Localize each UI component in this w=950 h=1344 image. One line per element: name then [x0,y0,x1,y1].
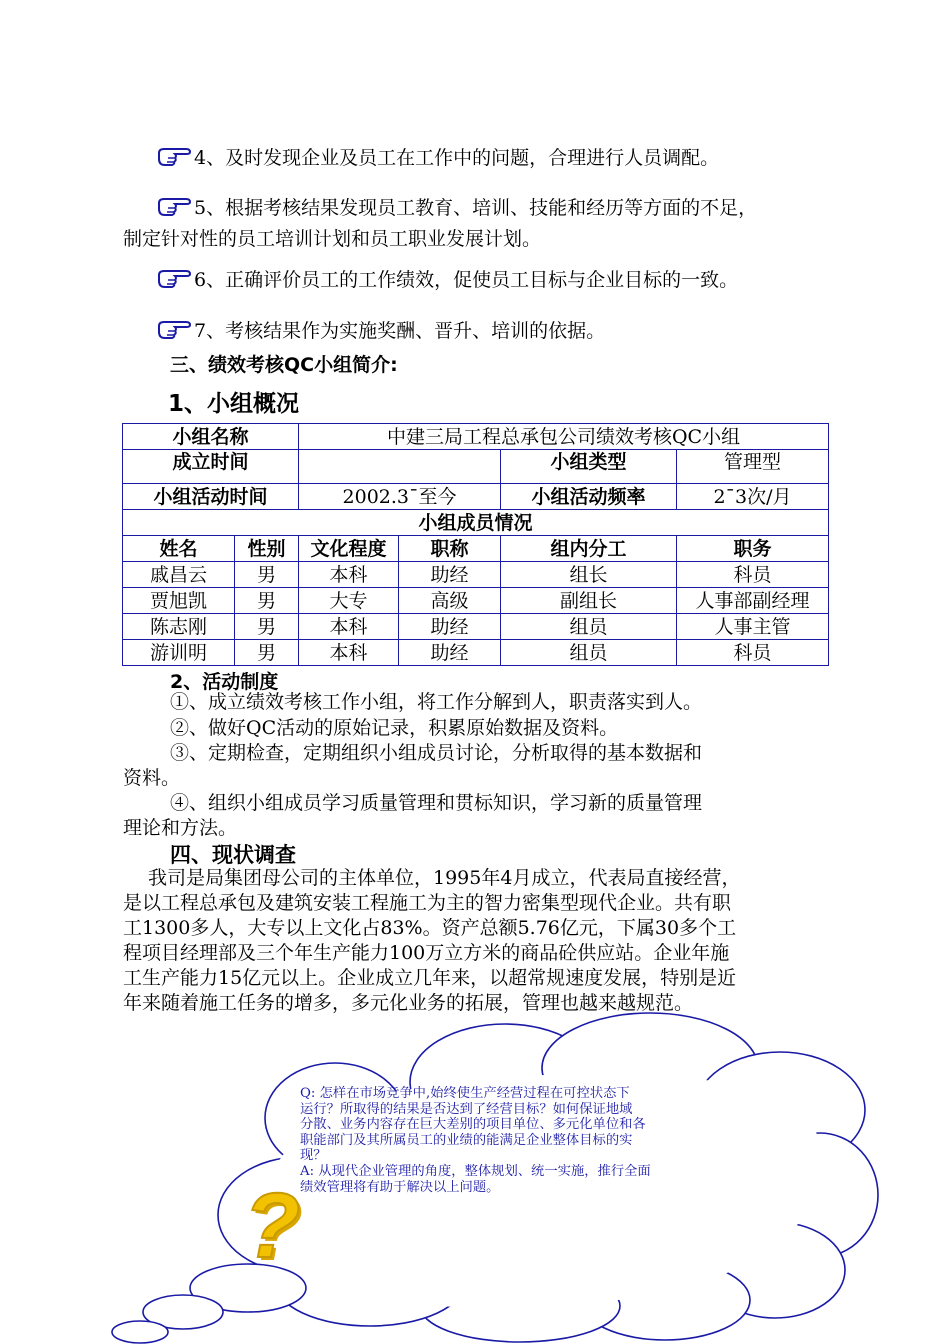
status-paragraph-line: 程项目经理部及三个年生产能力100万立方米的商品砼供应站。企业年施 [123,942,730,964]
section-3-sub1: 1、小组概况 [168,391,300,417]
bubble-line: A: 从现代企业管理的角度，整体规划、统一实施，推行全面 [300,1163,651,1179]
column-header: 职称 [399,536,501,562]
frequency-value: 2¯3次/月 [677,484,829,510]
table-cell: 组长 [501,562,677,588]
table-cell: 本科 [299,640,399,666]
members-title: 小组成员情况 [123,510,829,536]
status-paragraph-line: 我司是局集团母公司的主体单位，1995年4月成立，代表局直接经营， [148,867,741,889]
group-type-value: 管理型 [677,450,829,484]
activity-line-4: ④、组织小组成员学习质量管理和贯标知识，学习新的质量管理 [170,792,703,814]
column-header: 职务 [677,536,829,562]
frequency-label: 小组活动频率 [501,484,677,510]
bullet-4: 4、及时发现企业及员工在工作中的问题，合理进行人员调配。 [158,144,719,171]
table-cell: 男 [235,614,299,640]
activity-line-3-cont: 资料。 [123,767,181,789]
table-cell: 本科 [299,614,399,640]
status-paragraph-line: 年来随着施工任务的增多，多元化业务的拓展，管理也越来越规范。 [123,992,694,1014]
activity-time-label: 小组活动时间 [123,484,299,510]
bubble-line: 分散、业务内容存在巨大差别的项目单位、多元化单位和各 [300,1117,646,1133]
column-header: 性别 [235,536,299,562]
table-cell: 高级 [399,588,501,614]
section-4-title: 四、现状调查 [170,843,296,867]
section-3-title: 三、绩效考核QC小组简介: [170,354,398,376]
bullet-6: 6、正确评价员工的工作绩效，促使员工目标与企业目标的一致。 [158,266,738,293]
question-mark-icon: ? [244,1175,301,1277]
activity-time-value: 2002.3¯至今 [299,484,501,510]
bullet-7: 7、考核结果作为实施奖酬、晋升、培训的依据。 [158,317,605,344]
bubble-line: 绩效管理将有助于解决以上问题。 [300,1179,500,1195]
group-name-value: 中建三局工程总承包公司绩效考核QC小组 [299,424,829,450]
table-cell: 男 [235,562,299,588]
bubble-line: 职能部门及其所属员工的业绩的能满足企业整体目标的实 [300,1132,633,1148]
activity-line-2: ②、做好QC活动的原始记录，积累原始数据及资料。 [170,717,619,739]
table-cell: 男 [235,640,299,666]
table-cell: 男 [235,588,299,614]
status-paragraph-line: 是以工程总承包及建筑安装工程施工为主的智力密集型现代企业。共有职 [123,892,732,914]
activity-line-1: ①、成立绩效考核工作小组，将工作分解到人，职责落实到人。 [170,691,703,713]
group-type-label: 小组类型 [501,450,677,484]
table-cell: 副组长 [501,588,677,614]
qa-bubble-text [300,1086,730,1195]
bullet-5: 5、根据考核结果发现员工教育、培训、技能和经历等方面的不足， [158,194,757,221]
table-cell: 助经 [399,614,501,640]
founded-label: 成立时间 [123,450,299,484]
table-cell: 陈志刚 [123,614,235,640]
table-cell: 戚昌云 [123,562,235,588]
table-cell: 组员 [501,614,677,640]
column-header: 组内分工 [501,536,677,562]
status-paragraph-line: 工生产能力15亿元以上。企业成立几年来，以超常规速度发展，特别是近 [123,967,737,989]
table-cell: 本科 [299,562,399,588]
table-cell: 组员 [501,640,677,666]
column-header: 姓名 [123,536,235,562]
activity-line-3: ③、定期检查，定期组织小组成员讨论，分析取得的基本数据和 [170,742,703,764]
table-cell: 人事部副经理 [677,588,829,614]
bubble-line: 现？ [300,1148,327,1164]
group-name-label: 小组名称 [123,424,299,450]
table-cell: 助经 [399,562,501,588]
status-paragraph-line: 工1300多人，大专以上文化占83%。资产总额5.76亿元，下属30多个工 [123,917,737,939]
activity-section-title: 2、活动制度 [170,671,279,693]
table-cell: 助经 [399,640,501,666]
table-cell: 游训明 [123,640,235,666]
table-cell: 科员 [677,562,829,588]
table-cell: 大专 [299,588,399,614]
bullet-5-cont: 制定针对性的员工培训计划和员工职业发展计划。 [123,228,542,250]
bubble-line: 运行？所取得的结果是否达到了经营目标？如何保证地域 [300,1101,633,1117]
table-cell: 人事主管 [677,614,829,640]
table-cell: 科员 [677,640,829,666]
bubble-line: Q: 怎样在市场竞争中,始终使生产经营过程在可控状态下 [300,1086,630,1101]
column-header: 文化程度 [299,536,399,562]
activity-line-4-cont: 理论和方法。 [123,817,238,839]
table-cell: 贾旭凯 [123,588,235,614]
